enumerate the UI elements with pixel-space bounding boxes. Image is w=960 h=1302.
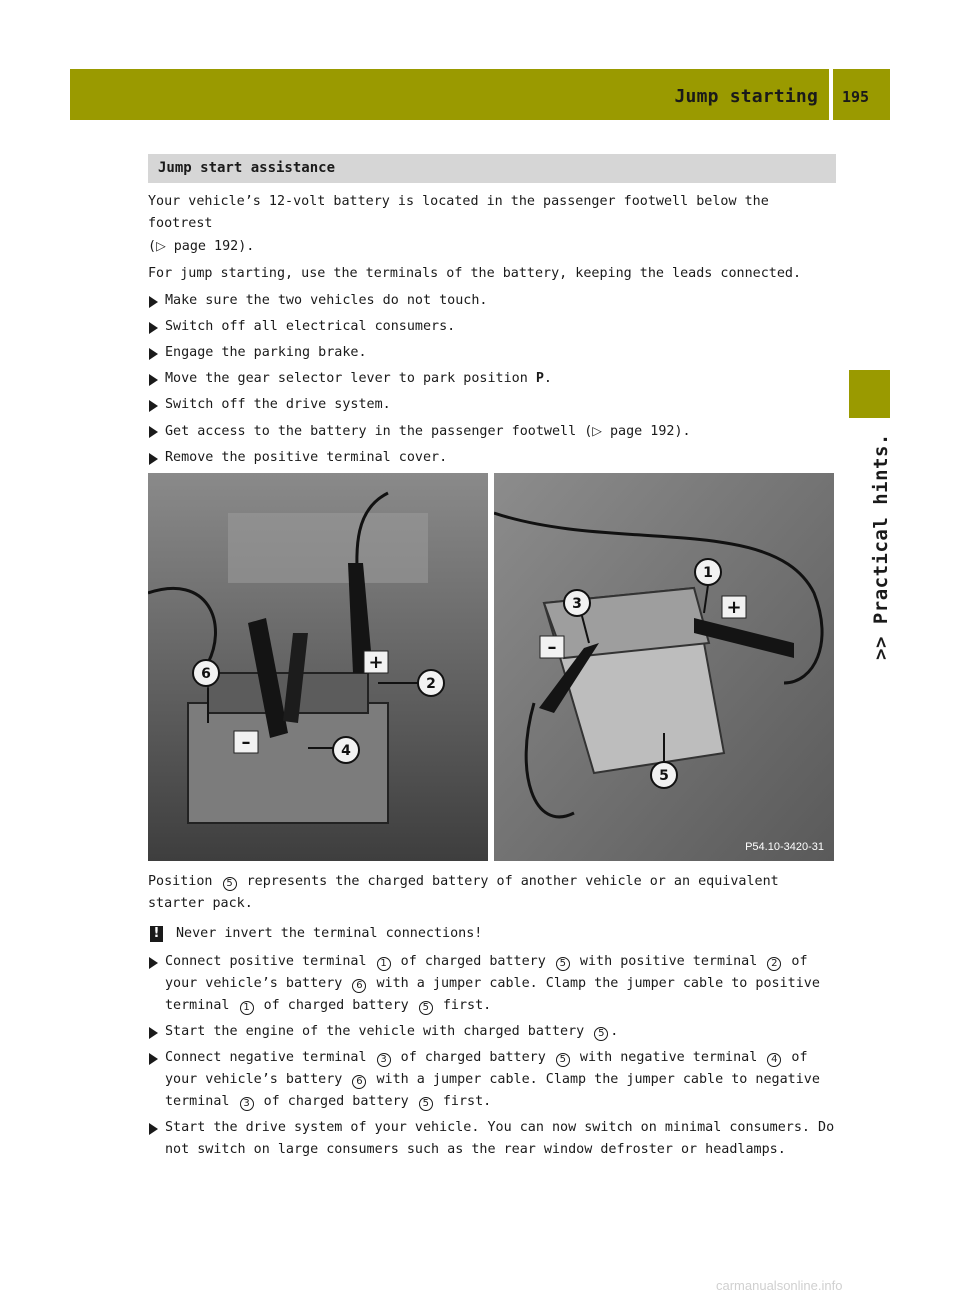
step	[148, 342, 836, 364]
page-number: 195	[842, 88, 870, 106]
callout-2: 2	[426, 676, 436, 692]
callout-6: 6	[201, 666, 211, 682]
callout-ref-5: 5	[419, 1001, 433, 1015]
callout-ref-1: 1	[240, 1001, 254, 1015]
step-text: Engage the parking brake.	[165, 345, 367, 360]
step-text: of charged battery	[255, 1094, 417, 1109]
warning-text: Never invert the terminal connections!	[176, 926, 483, 941]
step-arrow-icon	[149, 296, 158, 308]
callout-ref-6: 6	[352, 979, 366, 993]
step-text: first.	[434, 1094, 492, 1109]
step	[148, 394, 836, 416]
figure-code: P54.10-3420-31	[745, 841, 824, 853]
step-text: of your vehicle’s battery	[165, 954, 808, 991]
callout-ref-5: 5	[223, 877, 237, 891]
step-text: Make sure the two vehicles do not touch.	[165, 293, 488, 308]
step-text: with a jumper cable. Clamp the jumper cable to negative terminal	[165, 1072, 820, 1109]
step-text: Move the gear selector lever to park position	[165, 371, 536, 386]
warning-note	[148, 923, 836, 945]
header-divider	[829, 69, 833, 120]
charged-battery-illustration	[494, 473, 834, 861]
step	[148, 1021, 836, 1043]
step-text: of charged battery	[392, 954, 554, 969]
callout-4: 4	[341, 743, 351, 759]
page-ref-icon: ▷	[156, 238, 166, 253]
positive-sign: +	[368, 652, 384, 673]
step-text: first.	[434, 998, 492, 1013]
chapter-label: >> Practical hints.	[870, 433, 892, 660]
charged-battery-photo	[494, 473, 834, 861]
intro-ref-open: (	[148, 239, 157, 254]
step-text: with a jumper cable. Clamp the jumper cable to positive terminal	[165, 976, 820, 1013]
step-text: of charged battery	[392, 1050, 554, 1065]
step-end: .	[543, 371, 552, 386]
callout-ref-4: 4	[767, 1053, 781, 1067]
step-text: with positive terminal	[571, 954, 766, 969]
callout-ref-5: 5	[594, 1027, 608, 1041]
step-text: with negative terminal	[571, 1050, 766, 1065]
step-end: page 192).	[601, 424, 691, 439]
step-arrow-icon	[149, 400, 158, 412]
step-text: Get access to the battery in the passenger footwell (	[165, 424, 593, 439]
step-text: Switch off the drive system.	[165, 397, 391, 412]
position-paragraph	[148, 871, 836, 915]
step-text: of your vehicle’s battery	[165, 1050, 808, 1087]
positive-sign: +	[726, 597, 742, 618]
step-arrow-icon	[149, 1027, 158, 1039]
chapter-tab	[849, 370, 890, 418]
position-text-a: Position	[148, 874, 221, 889]
watermark-url[interactable]: carmanualsonline.info	[716, 1278, 843, 1293]
step	[148, 951, 836, 1017]
step-text: Connect positive terminal	[165, 954, 375, 969]
step	[148, 1117, 836, 1161]
page-ref-icon: ▷	[592, 423, 602, 438]
step	[148, 420, 836, 443]
callout-ref-3: 3	[377, 1053, 391, 1067]
vehicle-battery-photo	[148, 473, 488, 861]
callout-ref-1: 1	[377, 957, 391, 971]
step	[148, 316, 836, 338]
step-text: Start the drive system of your vehicle. You can now switch on minimal consumers. Do not switch on large consumers such as the rear window defroster or headlamps.	[165, 1120, 835, 1157]
warning-icon: !	[150, 926, 163, 942]
step-arrow-icon	[149, 453, 158, 465]
callout-ref-5: 5	[556, 957, 570, 971]
callout-ref-5: 5	[419, 1097, 433, 1111]
page-title: Jump starting	[674, 86, 818, 107]
step-arrow-icon	[149, 374, 158, 386]
content	[148, 154, 836, 1165]
step-arrow-icon	[149, 348, 158, 360]
step-arrow-icon	[149, 426, 158, 438]
negative-sign: –	[547, 637, 557, 658]
step-text: Switch off all electrical consumers.	[165, 319, 456, 334]
section-heading: Jump start assistance	[148, 154, 836, 183]
step	[148, 290, 836, 312]
intro-paragraph-2: For jump starting, use the terminals of the battery, keeping the leads connected.	[148, 266, 802, 281]
step	[148, 368, 836, 390]
callout-ref-5: 5	[556, 1053, 570, 1067]
step-text: of charged battery	[255, 998, 417, 1013]
step-arrow-icon	[149, 322, 158, 334]
step-arrow-icon	[149, 1053, 158, 1065]
step-arrow-icon	[149, 957, 158, 969]
intro-text: Your vehicle’s 12-volt battery is located in the passenger footwell below the footrest	[148, 194, 769, 231]
step-text: .	[610, 1024, 619, 1039]
callout-3: 3	[572, 596, 582, 612]
position-text-b: represents the charged battery of another vehicle or an equivalent starter pack.	[148, 874, 779, 911]
step-text: Start the engine of the vehicle with charged battery	[165, 1024, 593, 1039]
step	[148, 1047, 836, 1113]
callout-ref-3: 3	[240, 1097, 254, 1111]
vehicle-battery-illustration	[148, 473, 488, 861]
park-letter: P	[535, 371, 544, 386]
intro-ref-text: page 192).	[165, 239, 255, 254]
intro-paragraph	[148, 191, 836, 258]
step-text: Connect negative terminal	[165, 1050, 375, 1065]
callout-ref-2: 2	[767, 957, 781, 971]
callout-5: 5	[659, 768, 669, 784]
callout-ref-6: 6	[352, 1075, 366, 1089]
negative-sign: –	[241, 732, 251, 753]
step-text: Remove the positive terminal cover.	[165, 450, 448, 465]
callout-1: 1	[703, 565, 713, 581]
step-arrow-icon	[149, 1123, 158, 1135]
step	[148, 447, 836, 469]
jump-start-figure	[148, 473, 834, 861]
